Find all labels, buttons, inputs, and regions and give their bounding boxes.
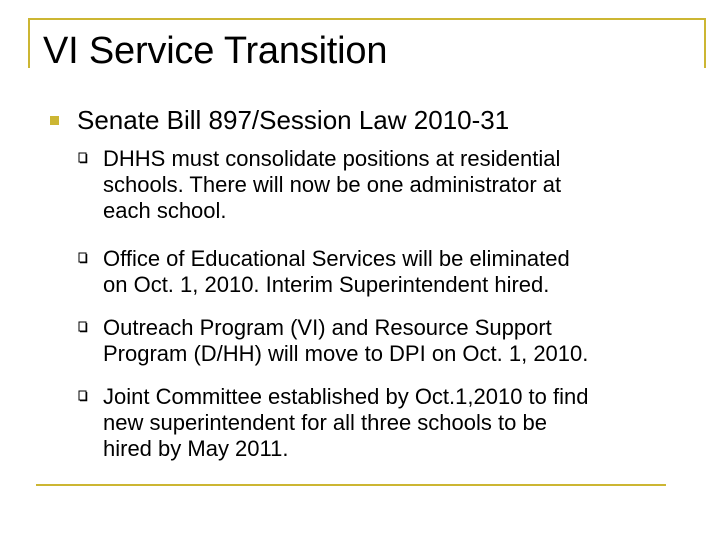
square-bullet-icon [50, 116, 59, 125]
sub-bullet-line: schools. There will now be one administrator at [103, 172, 562, 197]
sub-bullet-line: Program (D/HH) will move to DPI on Oct. 1, 2010. [103, 341, 589, 366]
sub-bullet-line: DHHS must consolidate positions at residential [103, 146, 561, 171]
slide-title: VI Service Transition [43, 30, 388, 72]
footer-rule [36, 484, 666, 486]
sub-bullet-line: Outreach Program (VI) and Resource Support [103, 315, 552, 340]
sub-bullet-text [103, 384, 588, 462]
title-frame-left-rule [28, 18, 30, 68]
sub-bullet-text [103, 146, 561, 224]
sub-bullet-text [103, 315, 588, 367]
sub-bullet-line: Office of Educational Services will be eliminated [103, 246, 570, 271]
title-frame-top-rule [28, 18, 706, 20]
checkbox-bullet-icon [78, 252, 88, 264]
title-frame-right-rule [704, 18, 706, 68]
sub-bullet-line: on Oct. 1, 2010. Interim Superintendent hired. [103, 272, 550, 297]
checkbox-bullet-icon [78, 152, 88, 164]
sub-bullet-line: Joint Committee established by Oct.1,2010 to find [103, 384, 589, 409]
sub-bullet-line: new superintendent for all three schools to be [103, 410, 547, 435]
sub-bullet-text [103, 246, 570, 298]
checkbox-bullet-icon [78, 321, 88, 333]
main-bullet-text: Senate Bill 897/Session Law 2010-31 [77, 105, 510, 135]
sub-bullet-line: each school. [103, 198, 227, 223]
checkbox-bullet-icon [78, 390, 88, 402]
sub-bullet-line: hired by May 2011. [103, 436, 289, 461]
